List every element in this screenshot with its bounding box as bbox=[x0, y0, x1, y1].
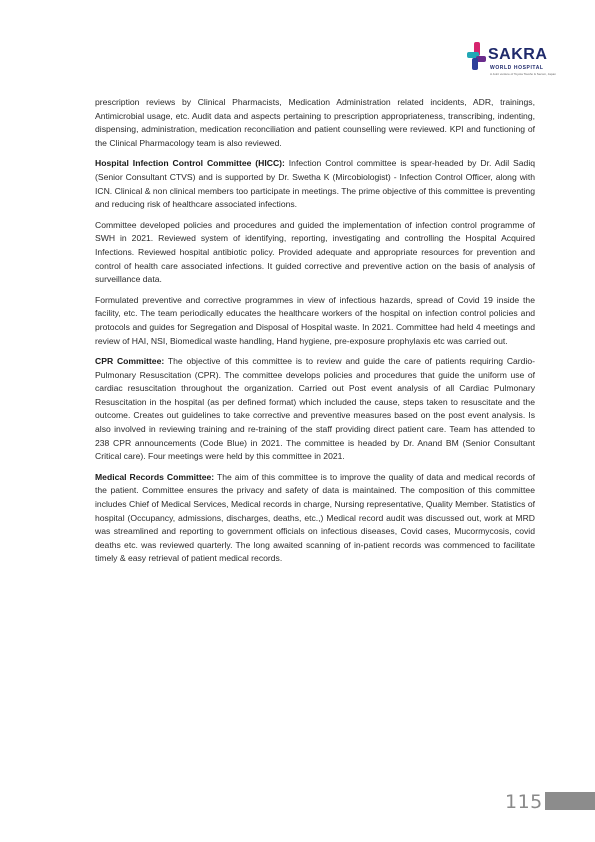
sakra-cross-logo-icon bbox=[466, 40, 488, 76]
body-text bbox=[95, 96, 535, 573]
paragraph-heading: Hospital Infection Control Committee (HICC): bbox=[95, 158, 285, 169]
paragraph-pharmacy-review bbox=[95, 96, 535, 150]
page-number-bar bbox=[545, 792, 595, 810]
paragraph-text: Formulated preventive and corrective programmes in view of infectious hazards, spread of Covid 19 inside the facility, etc. The team periodically educates the healthcare workers of the hospital on infection control policies and protocols and guides for Segregation and Disposal of Hospital waste. In 2021. Committee had held 4 meetings and review of HAI, NSI, Biomedical waste handling, Hand hygiene, pre-exposure prophylaxis etc was carried out. bbox=[95, 294, 535, 346]
paragraph-text: The objective of this committee is to review and guide the care of patients requiring Cardio-Pulmonary Resuscitation (CPR). The committee develops policies and procedures that guide the uniform use of cardiac resuscitation throughout the organization. Carried out Post event analysis of all Cardiac Pulmonary Resuscitation in the hospital (as per defined format) which included the cause, steps taken to resuscitate and the outcome. Creates out guidelines to take corrective and preventive measures based on the post event analysis. Is also involved in reviewing training and re-training of the staff providing direct patient care. Team has attended to 238 CPR announcements (Code Blue) in 2021. The committee is headed by Dr. Anand BM (Senior Consultant Critical care). Four meetings were held by this committee in 2021. bbox=[95, 356, 535, 462]
paragraph-text: Infection Control committee is spear-headed by Dr. Adil Sadiq (Senior Consultant CTVS) and is supported by Dr. Swetha K (Mircobiologist) - Infection Control Officer, along with ICN. Clinical & non clinical members too participate in meetings. The prime objective of this committee is preventing and reducing risk of healthcare associated infections. bbox=[95, 158, 536, 210]
logo-name: SAKRA bbox=[488, 46, 548, 63]
sakra-logo bbox=[466, 40, 572, 82]
paragraph-text: The aim of this committee is to improve the quality of data and medical records of the patient. Committee ensures the privacy and safety of data is maintained. The composition of this committee includes Chief of Medical Services, Medical records in charge, Nursing representative, Quality Member. Statistics of hospital (Occupancy, admissions, discharges, deaths, etc.,) Medical record audit was discussed out, work at MRD was streamlined and reporting to government officials on infectious diseases, Covid cases, Mucormycosis, covid deaths etc. was reviewed quarterly. The long awaited scanning of in-patient records was commenced to facilitate timely & easy retrieval of patient medical records. bbox=[95, 471, 535, 564]
page-number: 115 bbox=[505, 791, 543, 813]
paragraph-heading: Medical Records Committee: bbox=[95, 471, 215, 482]
logo-tagline: A Joint venture of Toyota Tsusho & Secom, Japan bbox=[490, 72, 556, 76]
paragraph-infection-control bbox=[95, 157, 535, 211]
paragraph-cpr-committee bbox=[95, 355, 535, 464]
paragraph-text: prescription reviews by Clinical Pharmacists, Medication Administration related incidents, ADR, trainings, Antimicrobial usage, etc. Audit data and aspects pertaining to prescription appropriateness, transcribing, indenting, dispensing, administration, medication reconciliation and patient counselling were reviewed. KPI and functioning of the Clinical Pharmacology team is also reviewed. bbox=[95, 97, 535, 148]
paragraph-heading: CPR Committee: bbox=[95, 356, 165, 367]
paragraph-text: Committee developed policies and procedures and guided the implementation of infection control programme of SWH in 2021. Reviewed system of identifying, reporting, investigating and controlling the Hospital Acquired Infections. Reviewed hospital antibiotic policy. Provided adequate and appropriate resources for prevention and control of health care associated infections. It guided corrective and preventive action on the basis of analysis of surveillance data. bbox=[95, 219, 535, 285]
paragraph-infection-policies bbox=[95, 219, 535, 287]
paragraph-infection-programmes bbox=[95, 294, 535, 348]
logo-subtitle: WORLD HOSPITAL bbox=[490, 65, 544, 71]
paragraph-medical-records bbox=[95, 471, 535, 566]
